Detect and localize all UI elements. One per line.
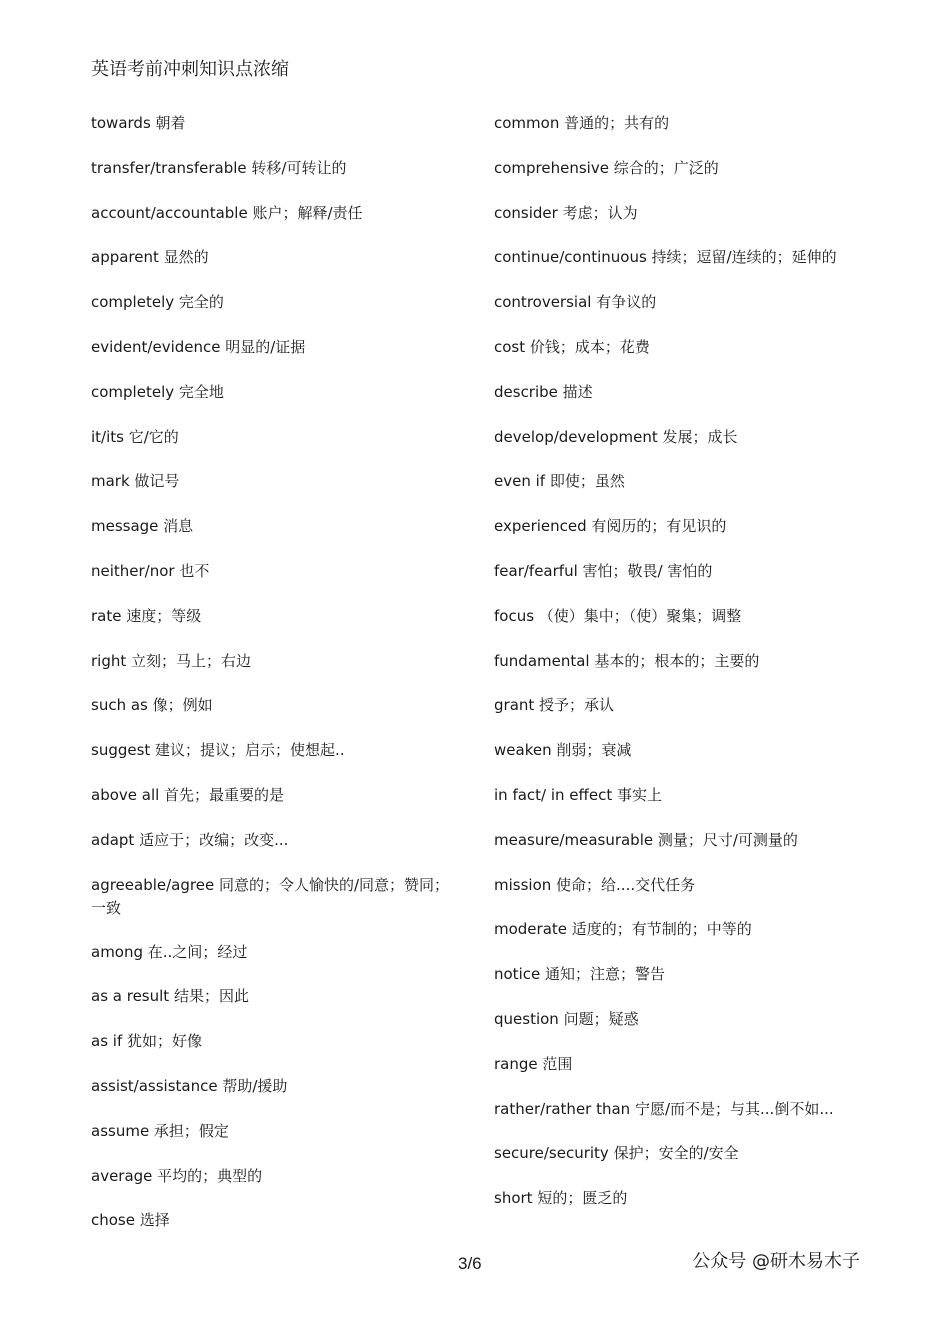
vocabulary-entry: average 平均的；典型的 [91,1166,263,1185]
vocabulary-entry: right 立刻；马上；右边 [91,651,252,670]
page-number: 3/6 [458,1254,482,1273]
vocabulary-entry: message 消息 [91,517,194,536]
vocabulary-entry: completely 完全的 [91,293,224,312]
vocabulary-entry: fundamental 基本的；根本的；主要的 [494,651,760,670]
vocabulary-entry: consider 考虑；认为 [494,203,638,222]
vocabulary-entry: above all 首先；最重要的是 [91,785,285,804]
vocabulary-entry: focus （使）集中；（使）聚集；调整 [494,606,742,625]
vocabulary-entry: evident/evidence 明显的/证据 [91,337,306,356]
vocabulary-entry: towards 朝着 [91,114,186,132]
vocabulary-entry: agreeable/agree 同意的；令人愉快的/同意；赞同；一致 [91,875,450,917]
vocabulary-column-right [494,112,864,1232]
vocabulary-entry: adapt 适应于；改编；改变... [91,830,289,849]
account-credit: 公众号 @研木易木子 [692,1251,860,1272]
vocabulary-entry: neither/nor 也不 [91,561,210,580]
vocabulary-entry: experienced 有阅历的；有见识的 [494,517,727,536]
vocabulary-entry: as if 犹如；好像 [91,1032,202,1051]
vocabulary-entry: rate 速度；等级 [91,606,202,625]
vocabulary-entry: account/accountable 账户；解释/责任 [91,203,363,222]
vocabulary-entry: among 在..之间；经过 [91,942,248,961]
vocabulary-entry: weaken 削弱；衰减 [494,741,632,760]
vocabulary-entry: comprehensive 综合的；广泛的 [494,158,719,177]
vocabulary-entry: measure/measurable 测量；尺寸/可测量的 [494,830,798,849]
vocabulary-entry: mission 使命；给....交代任务 [494,875,696,894]
vocabulary-entry: such as 像；例如 [91,696,213,715]
vocabulary-entry: secure/security 保护；安全的/安全 [494,1144,739,1163]
page-title: 英语考前冲刺知识点浓缩 [91,59,289,80]
vocabulary-entry: continue/continuous 持续；逗留/连续的；延伸的 [494,248,837,267]
vocabulary-entry: range 范围 [494,1054,573,1073]
vocabulary-entry: apparent 显然的 [91,248,209,267]
vocabulary-entry: chose 选择 [91,1211,170,1230]
vocabulary-entry: completely 完全地 [91,382,224,401]
vocabulary-column-left [91,112,461,1254]
vocabulary-entry: fear/fearful 害怕；敬畏/ 害怕的 [494,561,713,580]
vocabulary-entry: cost 价钱；成本；花费 [494,337,650,356]
vocabulary-entry: rather/rather than 宁愿/而不是；与其...倒不如... [494,1099,834,1118]
vocabulary-entry: moderate 适度的；有节制的；中等的 [494,920,752,939]
vocabulary-entry: it/its 它/它的 [91,427,179,446]
vocabulary-entry: transfer/transferable 转移/可转让的 [91,158,347,177]
vocabulary-entry: develop/development 发展；成长 [494,427,738,446]
vocabulary-entry: question 问题；疑惑 [494,1009,639,1028]
vocabulary-entry: in fact/ in effect 事实上 [494,785,662,804]
vocabulary-entry: controversial 有争议的 [494,293,657,312]
vocabulary-entry: assist/assistance 帮助/援助 [91,1076,288,1095]
vocabulary-entry: describe 描述 [494,382,593,401]
vocabulary-entry: suggest 建议；提议；启示；使想起.. [91,741,345,760]
vocabulary-entry: grant 授予；承认 [494,696,615,715]
vocabulary-entry: as a result 结果；因此 [91,987,249,1006]
vocabulary-entry: even if 即使；虽然 [494,472,625,491]
vocabulary-entry: mark 做记号 [91,472,180,491]
vocabulary-entry: assume 承担；假定 [91,1121,229,1140]
vocabulary-entry: short 短的；匮乏的 [494,1189,628,1208]
vocabulary-entry: notice 通知；注意；警告 [494,965,665,984]
vocabulary-entry: common 普通的；共有的 [494,114,670,132]
